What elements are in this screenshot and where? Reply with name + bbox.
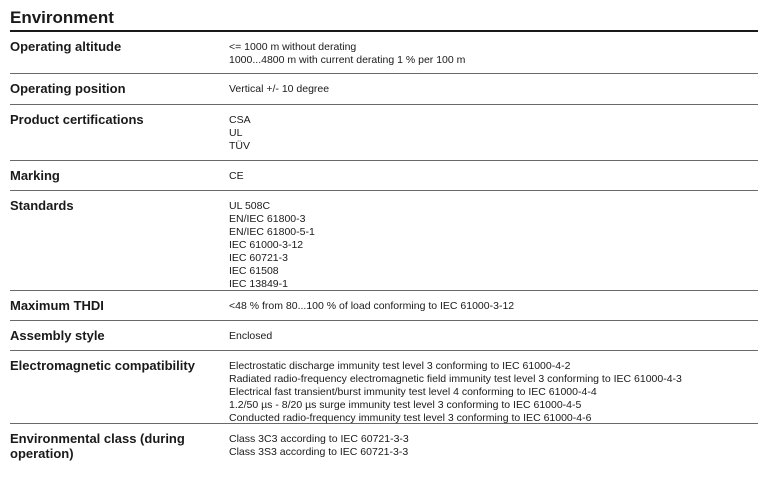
spec-label: Maximum THDI	[10, 298, 104, 313]
spec-value-line: Class 3S3 according to IEC 60721-3-3	[229, 446, 409, 458]
spec-values	[229, 80, 758, 104]
spec-value-line: Electrostatic discharge immunity test level 3 conforming to IEC 61000-4-2	[229, 360, 571, 372]
spec-row	[10, 291, 758, 321]
spec-sheet	[10, 8, 758, 468]
spec-row	[10, 74, 758, 105]
spec-value-line: EN/IEC 61800-5-1	[229, 226, 315, 238]
spec-row	[10, 424, 758, 468]
section-title: Environment	[10, 8, 758, 32]
spec-value-line: 1.2/50 µs - 8/20 µs surge immunity test level 3 conforming to IEC 61000-4-5	[229, 399, 582, 411]
spec-label: Marking	[10, 168, 60, 183]
spec-values	[229, 167, 758, 190]
spec-value-line: 1000...4800 m with current derating 1 % per 100 m	[229, 54, 466, 66]
spec-value-line: IEC 13849-1	[229, 278, 288, 290]
spec-value-line: Conducted radio-frequency immunity test level 3 conforming to IEC 61000-4-6	[229, 412, 592, 424]
spec-value-line: CE	[229, 170, 244, 182]
spec-value-line: <48 % from 80...100 % of load conforming to IEC 61000-3-12	[229, 300, 515, 312]
spec-label: Standards	[10, 198, 74, 213]
spec-row	[10, 191, 758, 291]
spec-row	[10, 161, 758, 191]
spec-label: Environmental class (during operation)	[10, 431, 185, 461]
spec-value-line: TÜV	[229, 140, 250, 152]
spec-values	[229, 111, 758, 160]
spec-value-line: Vertical +/- 10 degree	[229, 83, 330, 95]
spec-value-line: Enclosed	[229, 330, 273, 342]
spec-value-line: Class 3C3 according to IEC 60721-3-3	[229, 433, 409, 445]
spec-table	[10, 32, 758, 468]
spec-value-line: UL 508C	[229, 200, 271, 212]
spec-label: Electromagnetic compatibility	[10, 358, 195, 373]
spec-label: Operating altitude	[10, 39, 122, 54]
spec-value-line: UL	[229, 127, 243, 139]
spec-label: Product certifications	[10, 112, 144, 127]
spec-value-line: IEC 61508	[229, 265, 279, 277]
spec-value-line: Electrical fast transient/burst immunity test level 4 conforming to IEC 61000-4-4	[229, 386, 597, 398]
spec-row	[10, 351, 758, 424]
spec-value-line: EN/IEC 61800-3	[229, 213, 306, 225]
spec-value-line: IEC 61000-3-12	[229, 239, 304, 251]
spec-value-line: Radiated radio-frequency electromagnetic field immunity test level 3 conforming to IEC 61000-4-3	[229, 373, 682, 385]
spec-label: Assembly style	[10, 328, 105, 343]
spec-label: Operating position	[10, 81, 126, 96]
spec-value-line: CSA	[229, 114, 251, 126]
spec-values	[229, 430, 758, 468]
spec-values	[229, 38, 758, 73]
spec-row	[10, 32, 758, 74]
spec-row	[10, 105, 758, 161]
spec-value-line: IEC 60721-3	[229, 252, 288, 264]
spec-value-line: <= 1000 m without derating	[229, 41, 357, 53]
spec-values	[229, 327, 758, 350]
spec-values	[229, 357, 758, 423]
spec-values	[229, 197, 758, 290]
spec-row	[10, 321, 758, 351]
spec-values	[229, 297, 758, 320]
